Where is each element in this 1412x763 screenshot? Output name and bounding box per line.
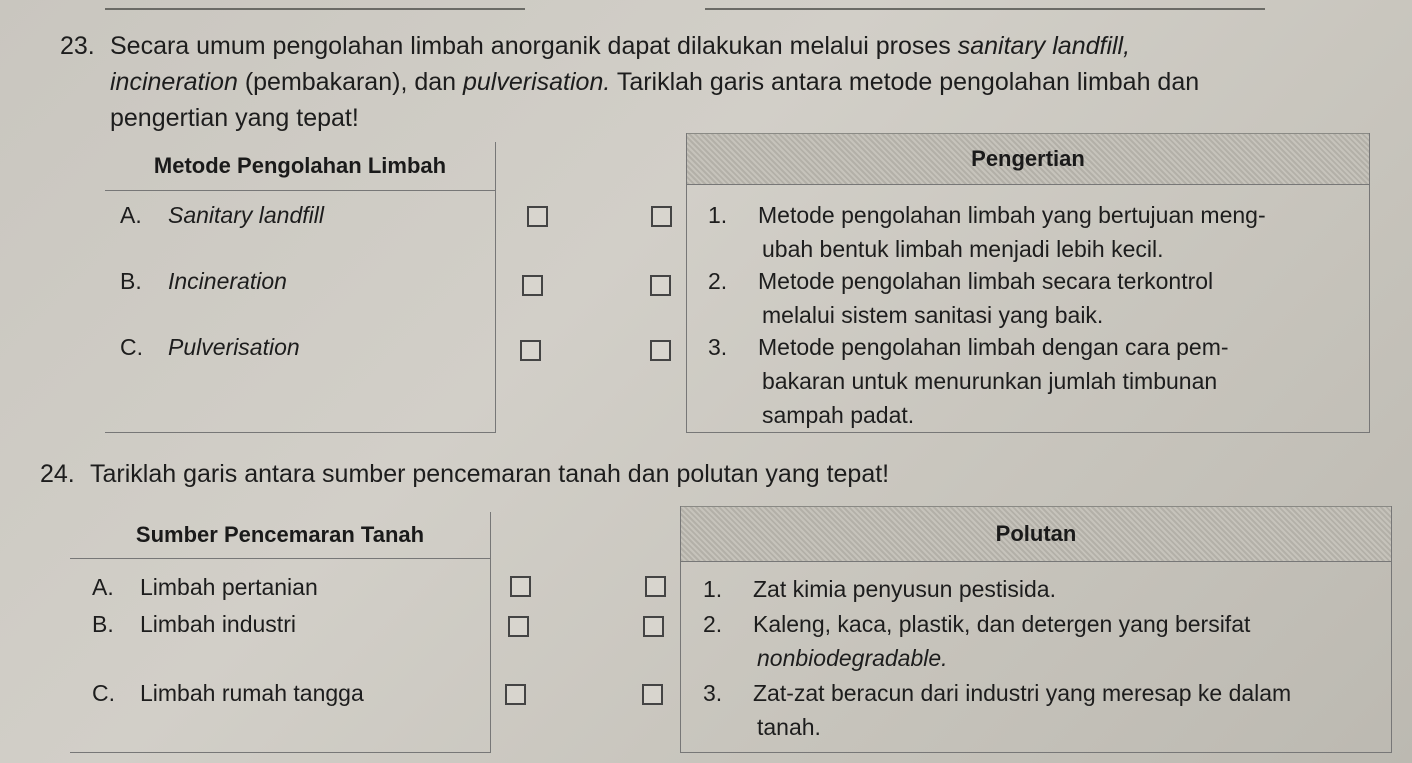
question-23 xyxy=(60,28,1400,136)
q23-left-header: Metode Pengolahan Limbah xyxy=(105,142,495,191)
q24-box-right-3[interactable] xyxy=(642,684,663,705)
q24-box-left-c[interactable] xyxy=(505,684,526,705)
q23-left-item-a: A. Sanitary landfill xyxy=(120,202,324,228)
top-rule-right xyxy=(705,8,1265,10)
q23-left-item-b: B. Incineration xyxy=(120,268,287,294)
q23-right-item-1: 1. Metode pengolahan limbah yang bertujuan meng- ubah bentuk limbah menjadi lebih kecil. xyxy=(708,202,1266,262)
q23-box-left-b[interactable] xyxy=(522,275,543,296)
q23-box-right-3[interactable] xyxy=(650,340,671,361)
question-23-number: 23. xyxy=(60,32,95,60)
q23-box-left-c[interactable] xyxy=(520,340,541,361)
question-23-line3: pengertian yang tepat! xyxy=(110,104,359,132)
question-24-number: 24. xyxy=(40,460,75,488)
q23-right-item-3: 3. Metode pengolahan limbah dengan cara pem- bakaran untuk menurunkan jumlah timbunan sampah padat. xyxy=(708,334,1229,428)
q24-left-item-c: C. Limbah rumah tangga xyxy=(92,680,364,706)
q24-box-left-b[interactable] xyxy=(508,616,529,637)
question-24: 24. Tariklah garis antara sumber pencemaran tanah dan polutan yang tepat! xyxy=(40,456,1380,492)
q24-left-header: Sumber Pencemaran Tanah xyxy=(70,512,490,559)
q24-right-item-2: 2. Kaleng, kaca, plastik, dan detergen yang bersifat nonbiodegradable. xyxy=(703,611,1251,671)
q23-box-right-1[interactable] xyxy=(651,206,672,227)
question-23-line2: incineration (pembakaran), dan pulverisation. Tariklah garis antara metode pengolahan limbah dan xyxy=(110,68,1200,96)
q24-right-item-3: 3. Zat-zat beracun dari industri yang meresap ke dalam tanah. xyxy=(703,680,1292,740)
q23-box-left-a[interactable] xyxy=(527,206,548,227)
q24-box-right-1[interactable] xyxy=(645,576,666,597)
top-rule-left xyxy=(105,8,525,10)
q24-right-header: Polutan xyxy=(681,506,1391,562)
q24-left-item-b: B. Limbah industri xyxy=(92,611,296,637)
q24-box-left-a[interactable] xyxy=(510,576,531,597)
q23-left-item-c: C. Pulverisation xyxy=(120,334,300,360)
question-23-line1: 23. Secara umum pengolahan limbah anorganik dapat dilakukan melalui proses sanitary landfill, xyxy=(60,28,1400,64)
q24-left-item-a: A. Limbah pertanian xyxy=(92,574,318,600)
q24-box-right-2[interactable] xyxy=(643,616,664,637)
q23-right-item-2: 2. Metode pengolahan limbah secara terkontrol melalui sistem sanitasi yang baik. xyxy=(708,268,1214,328)
q23-box-right-2[interactable] xyxy=(650,275,671,296)
q23-right-header: Pengertian xyxy=(687,133,1369,185)
q24-right-item-1: 1. Zat kimia penyusun pestisida. xyxy=(703,576,1056,602)
